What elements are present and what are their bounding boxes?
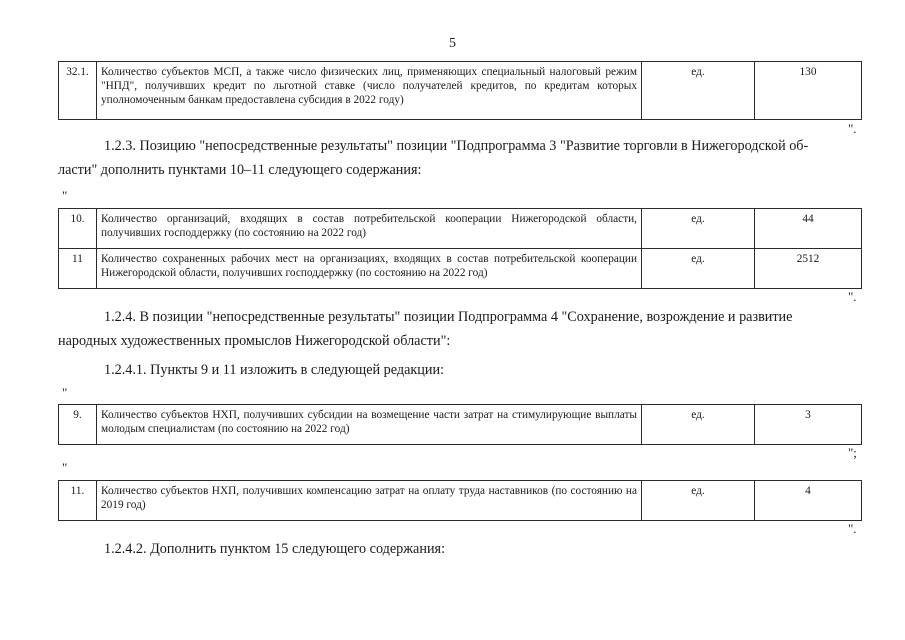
closing-quote: ". — [848, 121, 857, 136]
row-unit: ед. — [642, 62, 755, 120]
row-number: 11. — [59, 481, 97, 521]
closing-quote: ". — [848, 289, 857, 304]
table-row — [59, 209, 862, 249]
results-table-4 — [58, 480, 862, 521]
opening-quote: " — [62, 460, 68, 475]
paragraph-line: 1.2.4.2. Дополнить пунктом 15 следующего содержания: — [104, 541, 446, 557]
paragraph-1-2-4-2 — [58, 537, 861, 561]
row-description: Количество субъектов НХП, получивших субсидии на возмещение части затрат на стимулирующие выплаты молодым специалистам (по состоянию на 2022 год) — [97, 405, 642, 445]
paragraph-1-2-4 — [58, 305, 861, 353]
table-row — [59, 249, 862, 289]
table-row — [59, 62, 862, 120]
row-description: Количество субъектов МСП, а также число физических лиц, применяющих специальный налоговый режим "НПД", получивших кредит по льготной ставке (число получателей кредитов, по кредитам которых уполномоченным банкам предоставлена субсидия в 2022 году) — [97, 62, 642, 120]
closing-quote: "; — [848, 445, 857, 460]
row-value: 44 — [755, 209, 862, 249]
paragraph-line: 1.2.4. В позиции "непосредственные результаты" позиции Подпрограмма 4 "Сохранение, возрождение и развитие — [104, 309, 793, 325]
paragraph-line: 1.2.3. Позицию "непосредственные результаты" позиции "Подпрограмма 3 "Развитие торговли в Нижегородской об- — [104, 138, 809, 154]
row-description: Количество организаций, входящих в состав потребительской кооперации Нижегородской области, получивших господдержку (по состоянию на 2022 год) — [97, 209, 642, 249]
row-number: 32.1. — [59, 62, 97, 120]
row-value: 130 — [755, 62, 862, 120]
row-description: Количество сохраненных рабочих мест на организациях, входящих в состав потребительской кооперации Нижегородской области, получивших господдержку (по состоянию на 2022 год) — [97, 249, 642, 289]
row-value: 3 — [755, 405, 862, 445]
row-number: 9. — [59, 405, 97, 445]
closing-quote: ". — [848, 521, 857, 536]
row-number: 11 — [59, 249, 97, 289]
table-row — [59, 405, 862, 445]
row-unit: ед. — [642, 249, 755, 289]
table-row — [59, 481, 862, 521]
row-value: 4 — [755, 481, 862, 521]
page-number: 5 — [449, 36, 456, 51]
row-value: 2512 — [755, 249, 862, 289]
paragraph-1-2-3 — [58, 134, 861, 182]
paragraph-line: 1.2.4.1. Пункты 9 и 11 изложить в следующей редакции: — [104, 362, 444, 378]
row-unit: ед. — [642, 209, 755, 249]
paragraph-line: ласти" дополнить пунктами 10–11 следующего содержания: — [58, 162, 422, 178]
results-table-3 — [58, 404, 862, 445]
results-table-2 — [58, 208, 862, 289]
paragraph-1-2-4-1 — [58, 358, 861, 382]
opening-quote: " — [62, 188, 68, 203]
row-unit: ед. — [642, 405, 755, 445]
results-table-1 — [58, 61, 862, 120]
row-unit: ед. — [642, 481, 755, 521]
opening-quote: " — [62, 385, 68, 400]
row-description: Количество субъектов НХП, получивших компенсацию затрат на оплату труда наставников (по состоянию на 2019 год) — [97, 481, 642, 521]
paragraph-line: народных художественных промыслов Нижегородской области": — [58, 333, 451, 349]
row-number: 10. — [59, 209, 97, 249]
